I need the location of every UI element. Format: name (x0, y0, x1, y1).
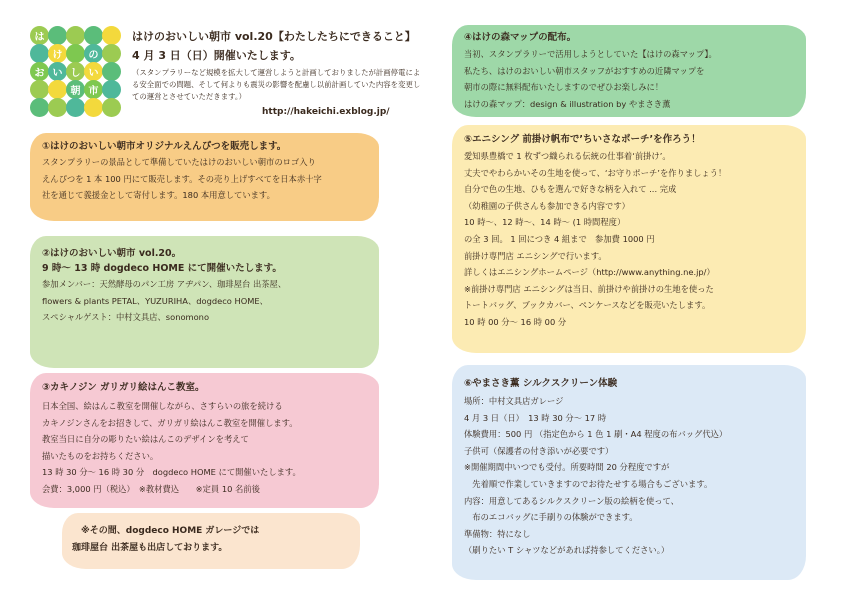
section-line: 前掛け専門店 エニシングで行います。 (464, 250, 607, 261)
event-date: 4 月 3 日（日）開催いたします。 (132, 49, 301, 62)
section-line: （幼稚園の子供さんも参加できる内容です） (464, 200, 630, 211)
section-line: トートバッグ、ブックカバー、ペンケースなどを販売いたします。 (464, 300, 711, 311)
section-line: 当初、スタンプラリーで活用しようとしていた【はけの森マップ】。 (464, 49, 717, 59)
section-line: 詳しくはエニシングホームページ（http://www.anything.ne.jp/） (464, 267, 715, 278)
section-line: の全 3 回。 1 回につき 4 組まで 参加費 1000 円 (464, 233, 655, 244)
logo-dot (84, 26, 103, 45)
section-line: 参加メンバー：天然酵母のパン工房 アヂパン、珈琲屋台 出茶屋、 (42, 279, 287, 289)
logo-dot (66, 98, 85, 117)
section-line: ※前掛け専門店 エニシングは当日、前掛けや前掛けの生地を使った (464, 283, 714, 294)
logo-dot (102, 80, 121, 99)
section-silkscreen (452, 365, 806, 580)
logo-dot: い (48, 62, 67, 81)
section-heading: ②はけのおいしい朝市 vol.20。 (42, 248, 182, 259)
logo-dot (30, 80, 49, 99)
section-heading: ⑥やまさき薫 シルクスクリーン体験 (464, 378, 618, 389)
note-line: ※その間、dogdeco HOME ガレージでは (72, 526, 260, 536)
section-garage-note (62, 513, 360, 569)
section-line: スタンプラリーの景品として準備していたはけのおいしい朝市のロゴ入り (42, 157, 316, 167)
logo (30, 26, 120, 116)
section-line: カキノジンさんをお招きして、ガリガリ絵はんこ教室を開催します。 (42, 417, 298, 428)
section-line: 私たち、はけのおいしい朝市スタッフがおすすめの近隣マップを (464, 65, 705, 76)
blog-url[interactable]: http://hakeichi.exblog.jp/ (262, 107, 390, 117)
section-subheading: 9 時〜 13 時 dogdeco HOME にて開催いたします。 (42, 263, 282, 274)
logo-dot: け (48, 44, 67, 63)
section-pencil-sale (30, 133, 379, 221)
section-heading: ⑤エニシング 前掛け帆布で’ちいさなポーチ’を作ろう！ (464, 134, 701, 145)
section-line: 場所：中村文具店ガレージ (464, 396, 564, 406)
page-title: はけのおいしい朝市 vol.20【わたしたちにできること】 (132, 30, 416, 43)
section-line: ※開催期間中いつでも受付。所要時間 20 分程度ですが (464, 462, 670, 473)
logo-dot: は (30, 26, 49, 45)
section-line: 会費：3,000 円（税込） ※教材費込 ※定員 10 名前後 (42, 483, 260, 494)
section-heading: ④はけの森マップの配布。 (464, 32, 577, 43)
section-market-vol20 (30, 236, 379, 368)
section-line: はけの森マップ：design & illustration by やまさき薫 (464, 98, 671, 109)
logo-dot (102, 62, 121, 81)
section-line: 10 時〜、12 時〜、14 時〜 (1 時間程度） (464, 217, 626, 228)
logo-dot (102, 44, 121, 63)
logo-dot (30, 44, 49, 63)
section-line: 朝市の際に無料配布いたしますのでぜひお楽しみに！ (464, 82, 664, 93)
section-line: 先着順で作業していきますのでお待たせする場合もございます。 (464, 478, 713, 489)
section-line: 愛知県豊橋で 1 枚ずつ織られる伝統の仕事着‘前掛け’。 (464, 151, 671, 161)
section-line: 4 月 3 日（日） 13 時 30 分〜 17 時 (464, 412, 607, 423)
header-note: （スタンプラリーなど規模を拡大して運営しようと計画しておりましたが計画停電による安全面での問題、そして何よりも震災の影響を配慮し以前計画していた内容を変更しての運営とさせていただきます。） (132, 68, 421, 101)
section-line: 丈夫でやわらかいその生地を使って、‘お守りポーチ’を作りましょう！ (464, 167, 727, 178)
logo-dot (30, 98, 49, 117)
section-line: 体験費用：500 円 （指定色から 1 色 1 刷・A4 程度の布バッグ代込） (464, 429, 728, 440)
logo-dot (102, 98, 121, 117)
section-line: 13 時 30 分〜 16 時 30 分 dogdeco HOME にて開催いたします。 (42, 467, 301, 478)
logo-dot (66, 26, 85, 45)
section-forest-map (452, 25, 806, 117)
section-line: 社を通じて義援金として寄付します。180 本用意しています。 (42, 190, 275, 201)
section-heading: ①はけのおいしい朝市オリジナルえんぴつを販売します。 (42, 141, 287, 152)
logo-dot (66, 44, 85, 63)
logo-dot (48, 80, 67, 99)
logo-dot: 朝 (66, 80, 85, 99)
note-line: 珈琲屋台 出茶屋も出店しております。 (72, 543, 228, 553)
section-line: 10 時 00 分〜 16 時 00 分 (464, 316, 567, 327)
section-line: 内容：用意してあるシルクスクリーン版の絵柄を使って、 (464, 495, 679, 506)
logo-dot: お (30, 62, 49, 81)
logo-dot: 市 (84, 80, 103, 99)
section-line: 子供可（保護者の付き添いが必要です） (464, 445, 614, 456)
section-line: 準備物：特になし (464, 528, 531, 539)
logo-dot (48, 98, 67, 117)
logo-dot (84, 98, 103, 117)
section-pouch-workshop (452, 125, 806, 353)
section-line: flowers & plants PETAL、YUZURIHA、dogdeco HOME、 (42, 295, 268, 306)
logo-dot: し (66, 62, 85, 81)
section-line: スペシャルゲスト：中村文具店、sonomono (42, 312, 210, 323)
logo-dot (102, 26, 121, 45)
section-line: 教室当日に自分の彫りたい絵はんこのデザインを考えて (42, 434, 249, 445)
logo-dot: の (84, 44, 103, 63)
section-line: 描いたものをお持ちください。 (42, 450, 159, 461)
section-heading: ③カキノジン ガリガリ絵はんこ教室。 (42, 382, 205, 393)
section-line: えんぴつを 1 本 100 円にて販売します。その売り上げすべてを日本赤十字 (42, 173, 322, 184)
section-stamp-class (30, 373, 379, 508)
logo-dot (48, 26, 67, 45)
section-line: 日本全国、絵はんこ教室を開催しながら、さすらいの旅を続ける (42, 401, 283, 411)
logo-dot: い (84, 62, 103, 81)
section-line: 自分で色の生地、ひもを選んで好きな柄を入れて ... 完成 (464, 184, 677, 195)
section-line: 布のエコバッグに手刷りの体験ができます。 (464, 512, 638, 523)
section-line: （刷りたい T シャツなどがあれば持参してください。） (464, 545, 670, 556)
